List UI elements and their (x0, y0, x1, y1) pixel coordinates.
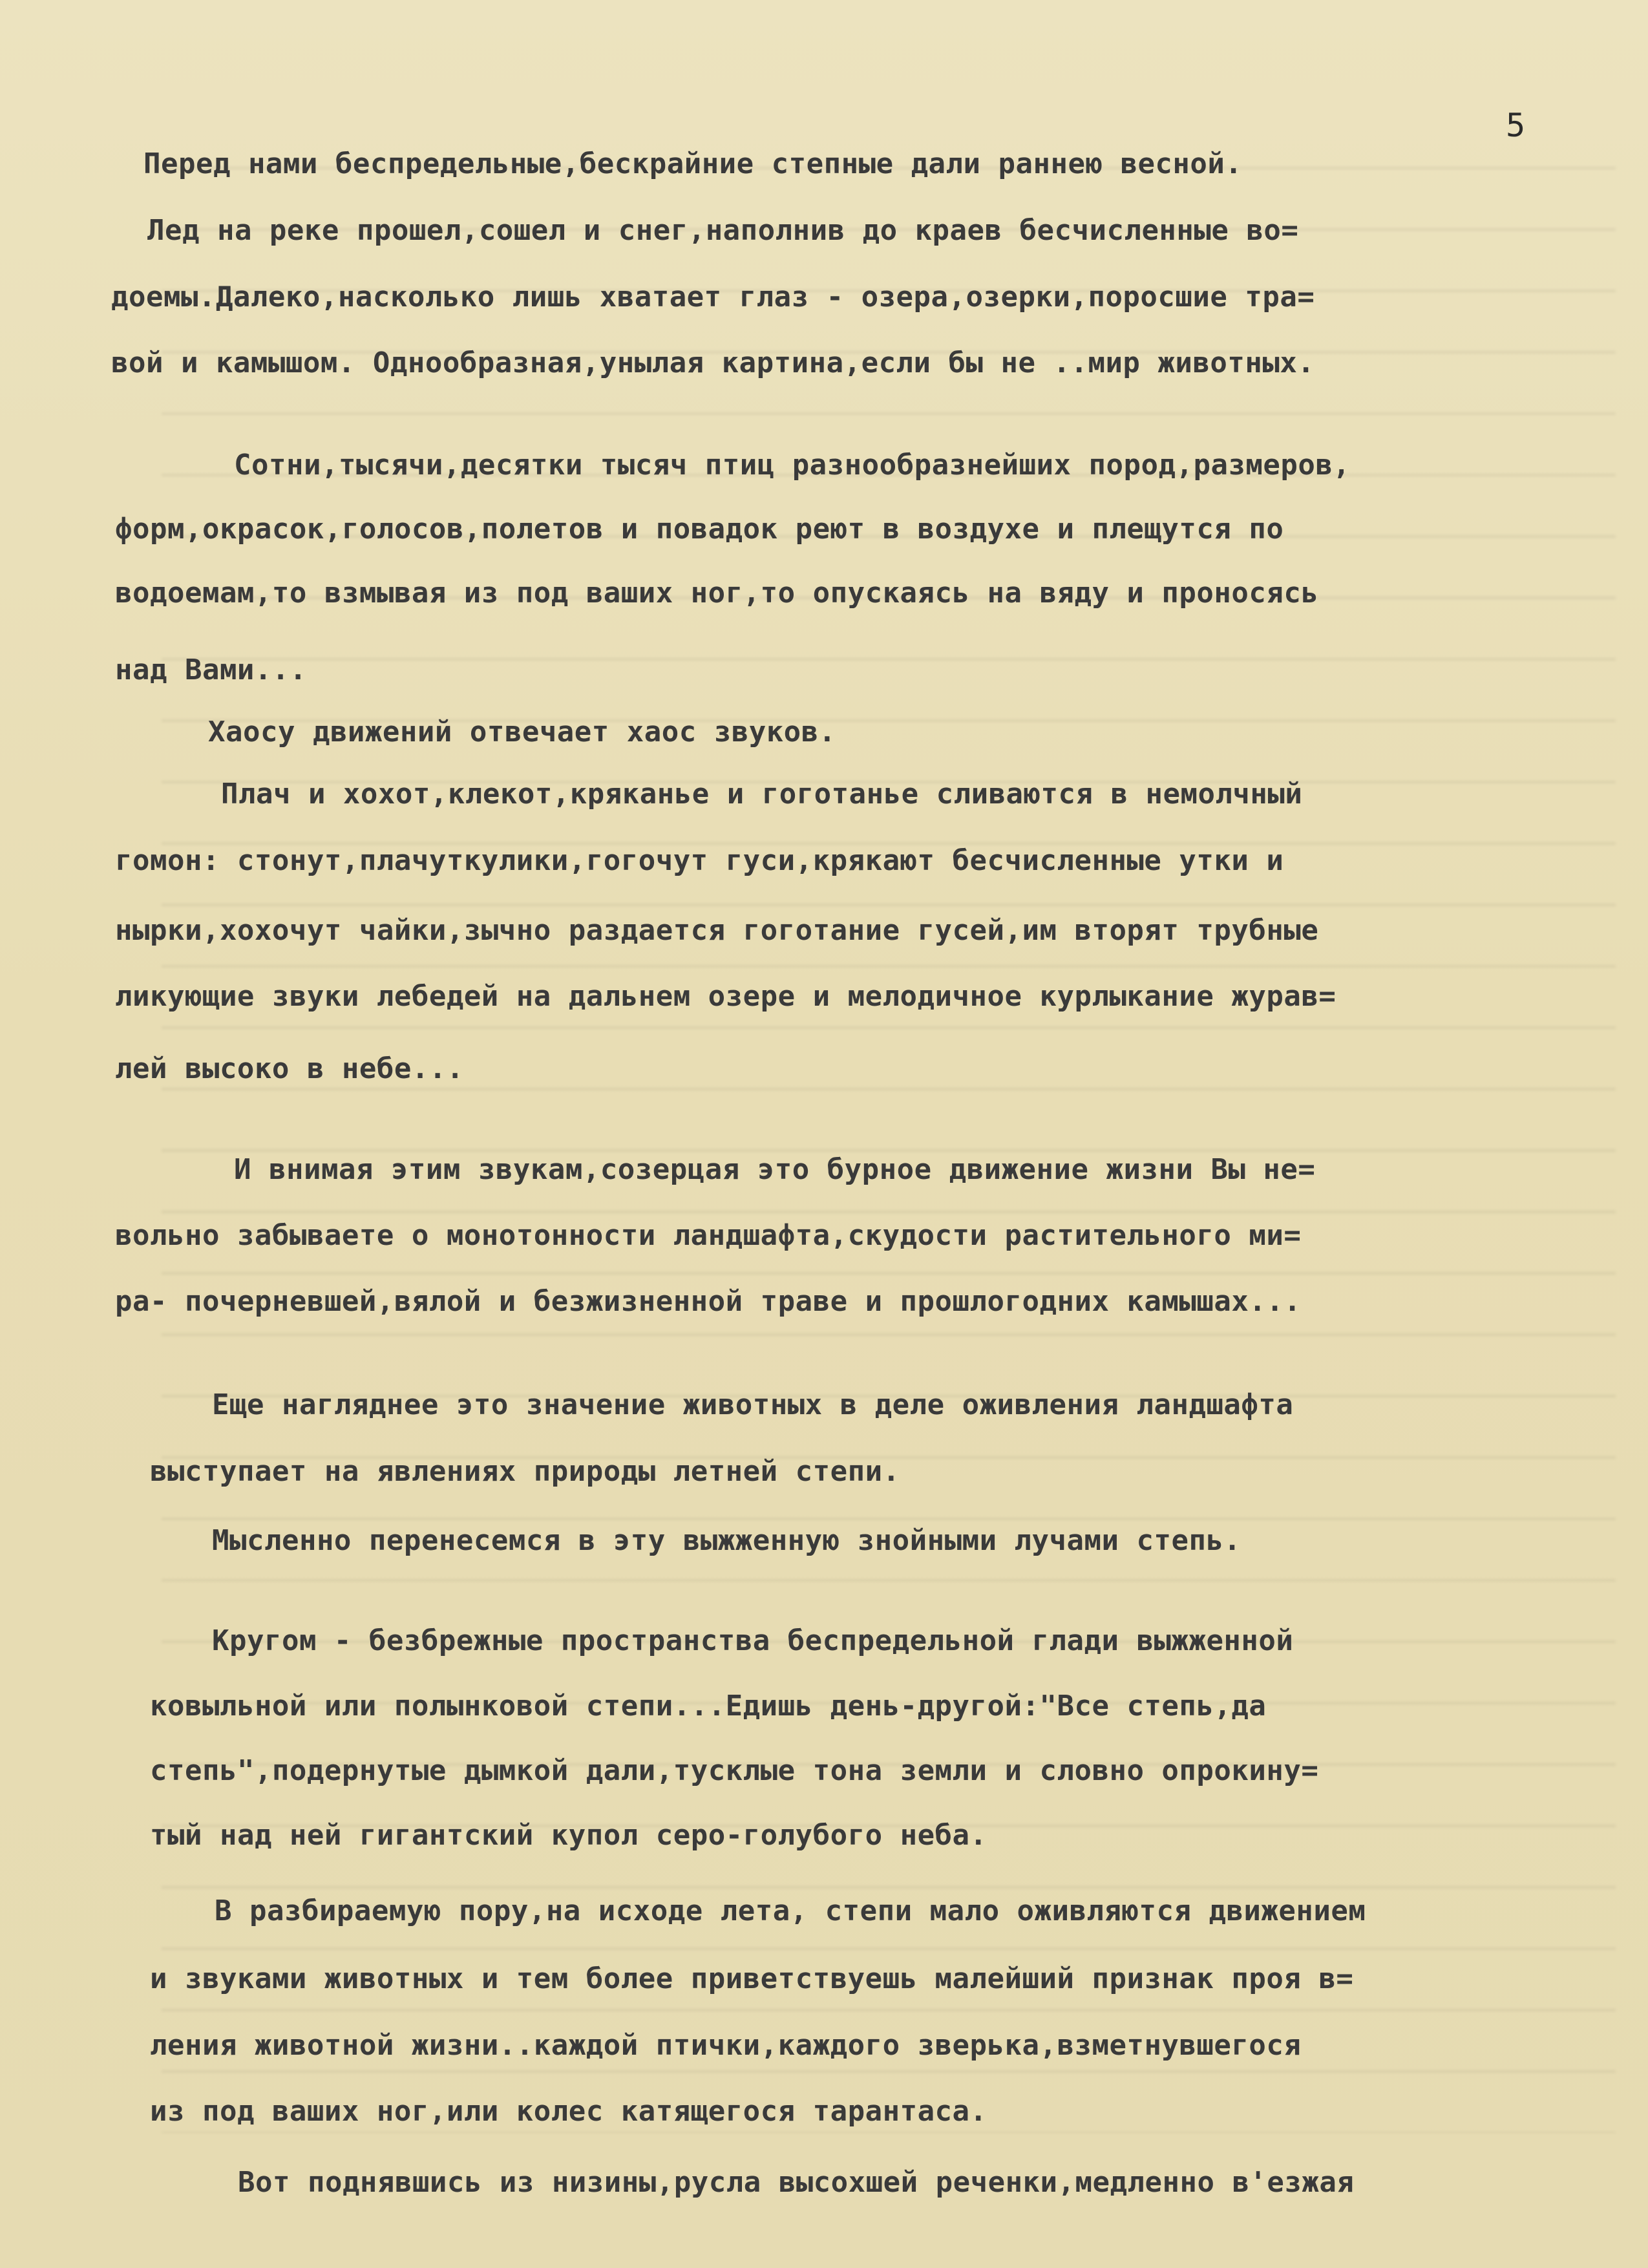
text-line: Хаосу движений отвечает хаос звуков. (208, 715, 836, 748)
text-line: тый над ней гигантский купол серо-голубого неба. (150, 1819, 988, 1852)
text-line: ра- почерневшей,вялой и безжизненной траве и прошлогодних камышах... (115, 1285, 1302, 1318)
text-line: доемы.Далеко,насколько лишь хватает глаз - озера,озерки,поросшие тра= (111, 281, 1315, 313)
text-line: форм,окрасок,голосов,полетов и повадок реют в воздухе и плещутся по (115, 513, 1284, 546)
text-line: Перед нами беспредельные,бескрайние степные дали раннею весной. (143, 147, 1243, 180)
text-line: над Вами... (115, 653, 307, 686)
text-line: Мысленно перенесемся в эту выжженную знойными лучами степь. (212, 1524, 1241, 1557)
text-line: Сотни,тысячи,десятки тысяч птиц разнообразнейших пород,размеров, (234, 449, 1351, 482)
text-line: Лед на реке прошел,сошел и снег,наполнив до краев бесчисленные во= (147, 214, 1299, 247)
text-line: Вот поднявшись из низины,русла высохшей реченки,медленно в'езжая (238, 2166, 1355, 2199)
text-line: и звуками животных и тем более приветствуешь малейший признак проя в= (150, 1962, 1354, 1995)
text-line: гомон: стонут,плачуткулики,гогочут гуси,крякают бесчисленные утки и (115, 844, 1284, 877)
text-line: из под ваших ног,или колес катящегося тарантаса. (150, 2095, 988, 2128)
text-line: вой и камышом. Однообразная,унылая картина,если бы не ..мир животных. (111, 346, 1315, 379)
text-line: степь",подернутые дымкой дали,тусклые тона земли и словно опрокину= (150, 1754, 1319, 1787)
page-number: 5 (1506, 107, 1526, 144)
text-line: Плач и хохот,клекот,кряканье и гоготанье сливаются в немолчный (221, 778, 1303, 811)
text-line: И внимая этим звукам,созерцая это бурное движение жизни Вы не= (234, 1153, 1316, 1186)
text-line: ковыльной или полынковой степи...Едишь день-другой:"Все степь,да (150, 1690, 1267, 1722)
text-line: нырки,хохочут чайки,зычно раздается гоготание гусей,им вторят трубные (115, 914, 1319, 947)
text-line: вольно забываете о монотонности ландшафта,скудости растительного ми= (115, 1219, 1302, 1252)
text-line: ления животной жизни..каждой птички,каждого зверька,взметнувшегося (150, 2029, 1302, 2062)
text-line: ликующие звуки лебедей на дальнем озере и мелодичное курлыкание журав= (115, 980, 1336, 1013)
text-line: Еще нагляднее это значение животных в деле оживления ландшафта (212, 1388, 1294, 1421)
text-line: выступает на явлениях природы летней степи. (150, 1455, 900, 1488)
text-line: В разбираемую пору,на исходе лета, степи мало оживляются движением (215, 1894, 1366, 1927)
text-line: водоемам,то взмывая из под ваших ног,то опускаясь на вяду и проносясь (115, 577, 1319, 609)
text-line: лей высоко в небе... (115, 1052, 464, 1085)
text-line: Кругом - безбрежные пространства беспредельной глади выжженной (212, 1624, 1294, 1657)
